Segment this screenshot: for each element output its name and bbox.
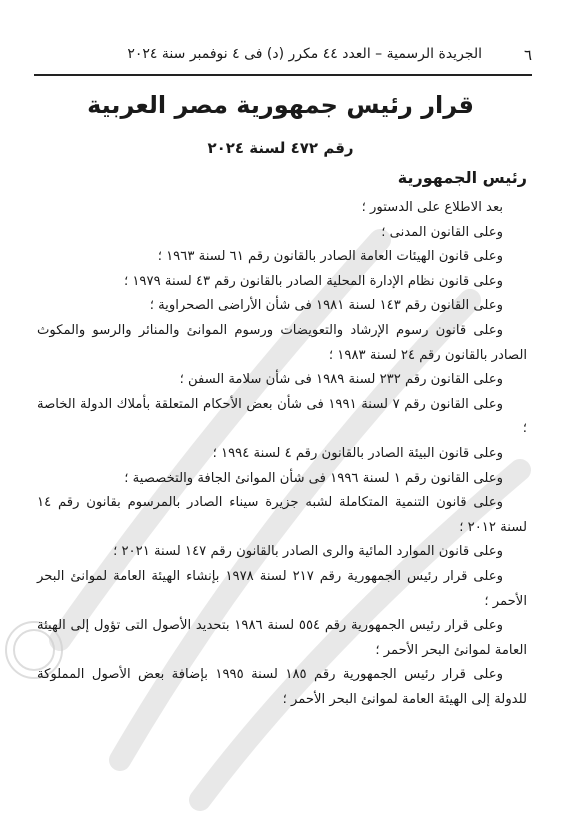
running-header [34, 46, 532, 66]
preamble-item: بعد الاطلاع على الدستور ؛ [361, 200, 503, 215]
preamble-item: وعلى قانون نظام الإدارة المحلية الصادر بالقانون رقم ٤٣ لسنة ١٩٧٩ ؛ [123, 273, 503, 289]
preamble-item: وعلى القانون رقم ٢٣٢ لسنة ١٩٨٩ فى شأن سلامة السفن ؛ [179, 372, 503, 388]
decree-number: رقم ٤٧٢ لسنة ٢٠٢٤ [207, 139, 354, 157]
preamble-item: وعلى قرار رئيس الجمهورية رقم ٥٥٤ لسنة ١٩٨٦ بتحديد الأصول التى تؤول إلى الهيئة العامة لموانئ البحر الأحمر ؛ [37, 618, 527, 658]
preamble-item: وعلى قانون البيئة الصادر بالقانون رقم ٤ لسنة ١٩٩٤ ؛ [212, 445, 503, 461]
preamble-item: وعلى قانون الهيئات العامة الصادر بالقانون رقم ٦١ لسنة ١٩٦٣ ؛ [157, 249, 503, 265]
preamble-item: وعلى قانون التنمية المتكاملة لشبه جزيرة سيناء الصادر بالمرسوم بقانون رقم ١٤ لسنة ٢٠١٢ ؛ [37, 495, 527, 535]
gazette-issue-line: الجريدة الرسمية – العدد ٤٤ مكرر (د) فى ٤ نوفمبر سنة ٢٠٢٤ [127, 46, 482, 62]
page-number: ٦ [523, 46, 532, 64]
preamble-item: وعلى القانون المدنى ؛ [381, 224, 503, 240]
preamble-item: وعلى قانون رسوم الإرشاد والتعويضات ورسوم الموانئ والمنائر والرسو والمكوث الصادر بالقانون رقم ٢٤ لسنة ١٩٨٣ ؛ [37, 322, 527, 363]
preamble [37, 196, 527, 712]
preamble-item: وعلى القانون رقم ١ لسنة ١٩٩٦ فى شأن الموانئ الجافة والتخصصية ؛ [124, 470, 503, 486]
preamble-item: وعلى قرار رئيس الجمهورية رقم ١٨٥ لسنة ١٩٩٥ بإضافة بعض الأصول المملوكة للدولة إلى الهيئة العامة لموانئ البحر الأحمر ؛ [37, 667, 527, 707]
preamble-item: وعلى القانون رقم ١٤٣ لسنة ١٩٨١ فى شأن الأراضى الصحراوية ؛ [149, 298, 503, 314]
preamble-item: وعلى القانون رقم ٧ لسنة ١٩٩١ فى شأن بعض الأحكام المتعلقة بأملاك الدولة الخاصة ؛ [37, 396, 527, 437]
header-divider [34, 74, 532, 76]
preamble-item: وعلى قانون الموارد المائية والرى الصادر بالقانون رقم ١٤٧ لسنة ٢٠٢١ ؛ [113, 544, 503, 560]
decree-title: قرار رئيس جمهورية مصر العربية [87, 91, 474, 119]
issuer-heading: رئيس الجمهورية [397, 168, 527, 187]
preamble-item: وعلى قرار رئيس الجمهورية رقم ٢١٧ لسنة ١٩٧٨ بإنشاء الهيئة العامة لموانئ البحر الأحمر ؛ [37, 568, 527, 609]
